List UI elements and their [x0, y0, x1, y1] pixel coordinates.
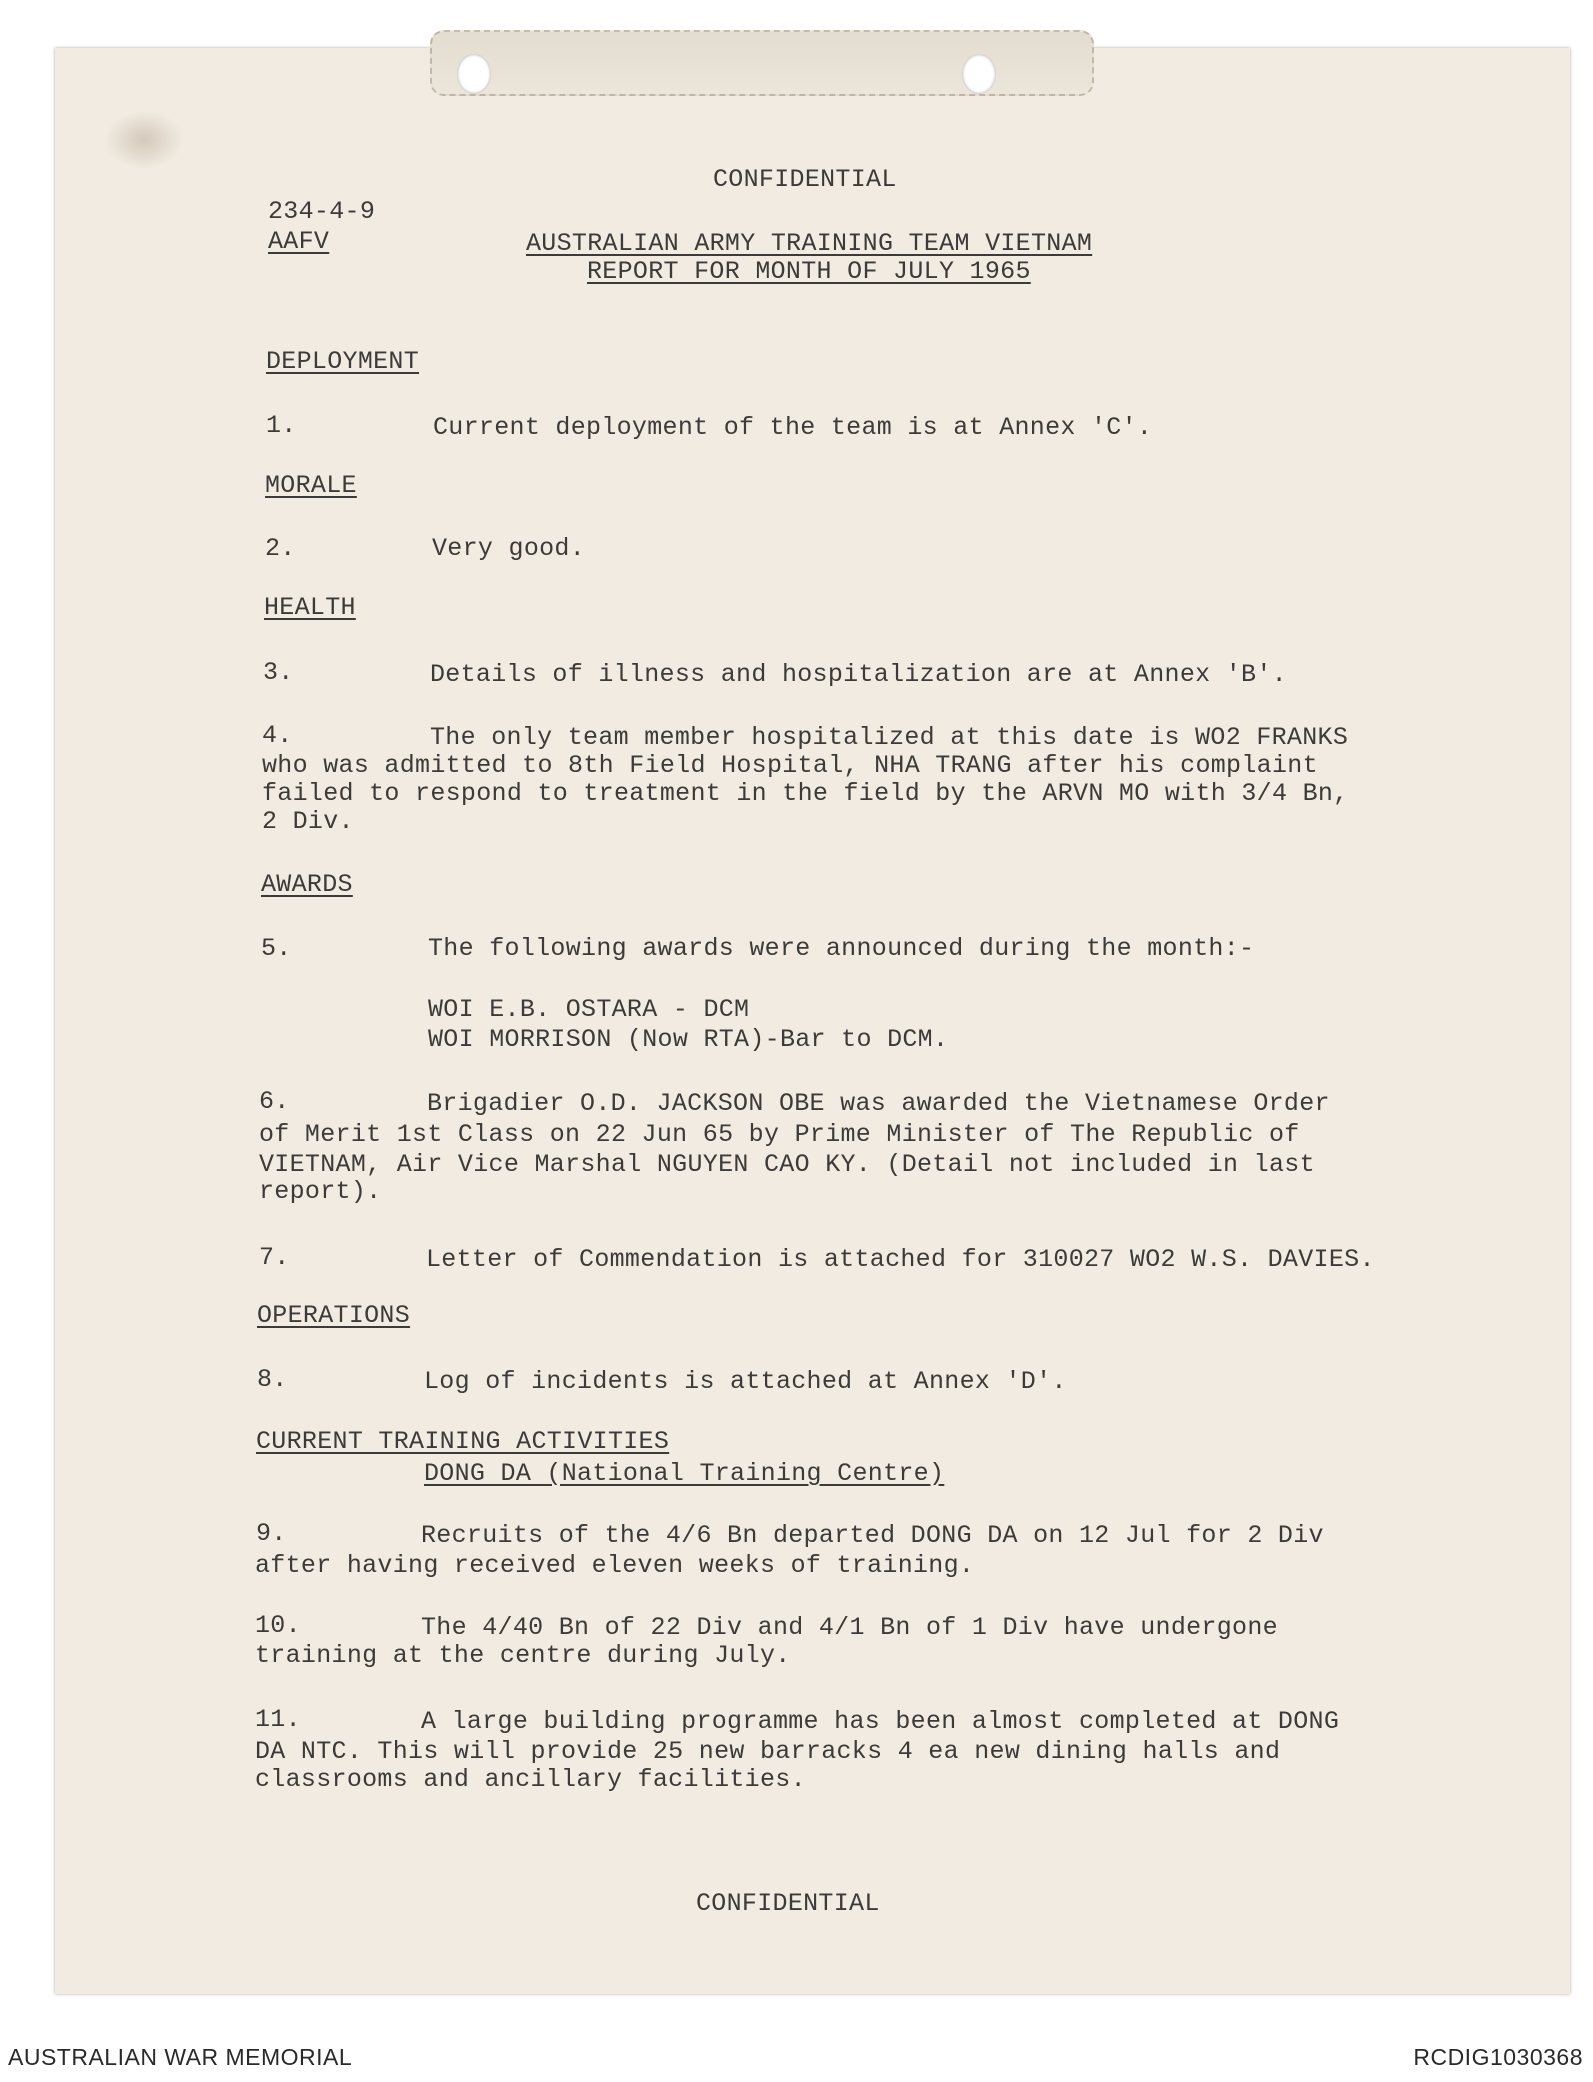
paragraph-text: report).: [259, 1177, 382, 1206]
binding-strip: [430, 30, 1094, 96]
section-heading-morale: MORALE: [265, 471, 357, 500]
paragraph-text: Brigadier O.D. JACKSON OBE was awarded the Vietnamese Order: [427, 1089, 1330, 1118]
paragraph-number: 1.: [266, 411, 297, 440]
paragraph-text: DA NTC. This will provide 25 new barracks 4 ea new dining halls and: [255, 1737, 1281, 1766]
paragraph-text: Letter of Commendation is attached for 310027 WO2 W.S. DAVIES.: [426, 1245, 1375, 1274]
document-page: [55, 48, 1570, 1994]
institution-caption: AUSTRALIAN WAR MEMORIAL: [8, 2044, 353, 2070]
paragraph-number: 11.: [255, 1705, 301, 1734]
section-heading-deployment: DEPLOYMENT: [266, 347, 420, 376]
paragraph-number: 2.: [265, 534, 296, 563]
section-heading-operations: OPERATIONS: [257, 1301, 411, 1330]
paragraph-text: Details of illness and hospitalization are at Annex 'B'.: [430, 660, 1287, 689]
catalogue-id: RCDIG1030368: [1413, 2044, 1583, 2070]
paragraph-text: after having received eleven weeks of training.: [255, 1551, 975, 1580]
paragraph-text: failed to respond to treatment in the field by the ARVN MO with 3/4 Bn,: [262, 779, 1349, 808]
file-reference: 234-4-9: [268, 197, 376, 226]
section-heading-training: CURRENT TRAINING ACTIVITIES: [256, 1427, 670, 1456]
paragraph-number: 4.: [262, 721, 293, 750]
paragraph-text: The 4/40 Bn of 22 Div and 4/1 Bn of 1 Div have undergone: [421, 1613, 1278, 1642]
section-heading-awards: AWARDS: [261, 870, 353, 899]
paragraph-text: 2 Div.: [262, 807, 354, 836]
award-entry: WOI E.B. OSTARA - DCM: [428, 995, 750, 1024]
classification-top: CONFIDENTIAL: [713, 165, 897, 194]
classification-bottom: CONFIDENTIAL: [696, 1889, 880, 1918]
paper-damage-mark: [104, 110, 184, 170]
paragraph-text: A large building programme has been almost completed at DONG: [421, 1707, 1340, 1736]
paragraph-number: 9.: [256, 1519, 287, 1548]
award-entry: WOI MORRISON (Now RTA)-Bar to DCM.: [428, 1025, 949, 1054]
paragraph-text: Recruits of the 4/6 Bn departed DONG DA on 12 Jul for 2 Div: [421, 1521, 1324, 1550]
unit-code: AAFV: [268, 227, 330, 256]
paragraph-text: of Merit 1st Class on 22 Jun 65 by Prime Minister of The Republic of: [259, 1120, 1300, 1149]
paragraph-text: The following awards were announced during the month:-: [428, 934, 1255, 963]
paragraph-text: classrooms and ancillary facilities.: [255, 1765, 806, 1794]
paragraph-text: The only team member hospitalized at this date is WO2 FRANKS: [430, 723, 1349, 752]
paragraph-text: VIETNAM, Air Vice Marshal NGUYEN CAO KY. (Detail not included in last: [259, 1150, 1315, 1179]
paragraph-text: Log of incidents is attached at Annex 'D'.: [424, 1367, 1067, 1396]
section-subheading: DONG DA (National Training Centre): [424, 1459, 945, 1488]
punch-hole-icon: [962, 54, 996, 94]
paragraph-number: 10.: [255, 1611, 301, 1640]
paragraph-number: 7.: [259, 1243, 290, 1272]
paragraph-number: 5.: [261, 934, 292, 963]
paragraph-text: Very good.: [432, 534, 586, 563]
paragraph-text: Current deployment of the team is at Annex 'C'.: [433, 413, 1153, 442]
paragraph-number: 6.: [259, 1087, 290, 1116]
punch-hole-icon: [457, 54, 491, 94]
paragraph-text: training at the centre during July.: [255, 1641, 791, 1670]
report-title: AUSTRALIAN ARMY TRAINING TEAM VIETNAM: [526, 229, 1093, 258]
section-heading-health: HEALTH: [264, 593, 356, 622]
paragraph-text: who was admitted to 8th Field Hospital, NHA TRANG after his complaint: [262, 751, 1318, 780]
paragraph-number: 3.: [263, 658, 294, 687]
report-subtitle: REPORT FOR MONTH OF JULY 1965: [587, 257, 1031, 286]
paragraph-number: 8.: [257, 1365, 288, 1394]
